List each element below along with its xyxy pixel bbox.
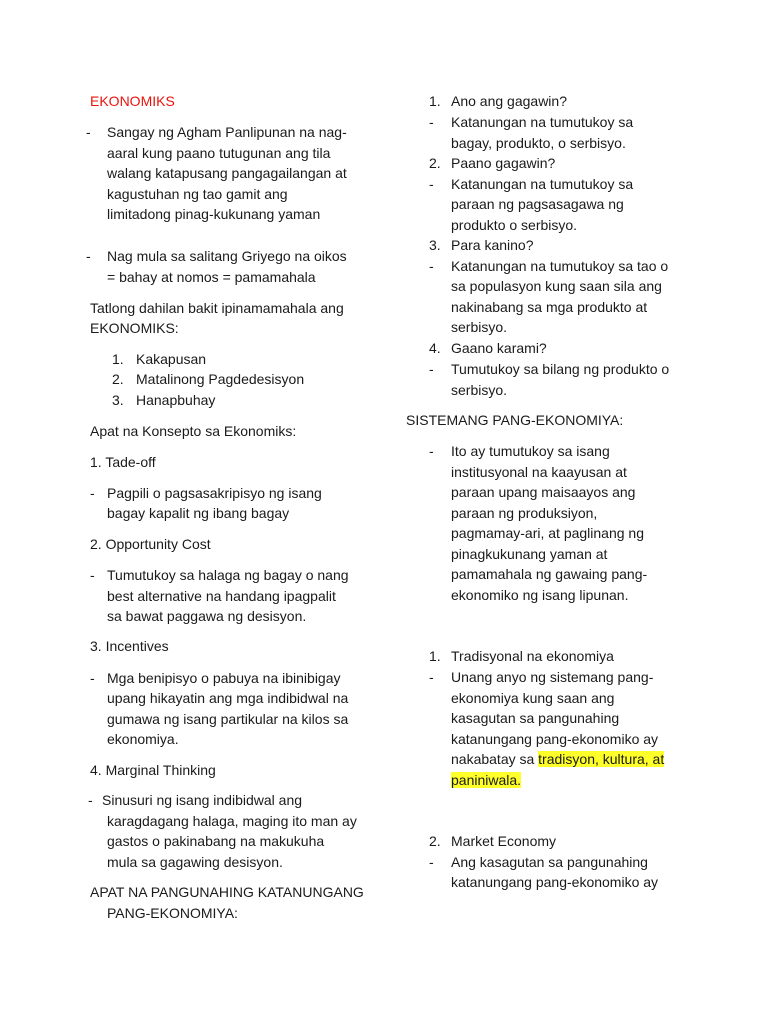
- system-desc: paraan upang maisaayos ang: [451, 484, 636, 500]
- system-desc: pagmamay-ari, at paglinang ng: [451, 525, 645, 541]
- concept-desc: Mga benipisyo o pabuya na ibinibigay: [107, 670, 341, 686]
- section-title-ekonomiks: EKONOMIKS: [90, 93, 175, 109]
- bullet-dash: -: [429, 361, 434, 377]
- list-number: 2.: [429, 155, 441, 171]
- concept-desc: best alternative na handang ipagpalit: [107, 588, 336, 604]
- system-desc: institusyonal na kaayusan at: [451, 464, 627, 480]
- definition-line: kagustuhan ng tao gamit ang: [107, 186, 288, 202]
- bullet-dash: -: [90, 670, 95, 686]
- concept-title: 3. Incentives: [90, 638, 169, 654]
- highlighted-text: paniniwala.: [451, 772, 522, 788]
- reasons-heading: EKONOMIKS:: [90, 320, 179, 336]
- bullet-dash: -: [429, 258, 434, 274]
- question-desc: serbisyo.: [451, 382, 508, 398]
- questions-heading: APAT NA PANGUNAHING KATANUNGANG: [90, 884, 364, 900]
- concepts-heading: Apat na Konsepto sa Ekonomiks:: [90, 423, 297, 439]
- economy-title: Tradisyonal na ekonomiya: [451, 648, 614, 664]
- concept-desc: Sinusuri ng isang indibidwal ang: [102, 792, 303, 808]
- concept-desc: Tumutukoy sa halaga ng bagay o nang: [107, 567, 349, 583]
- question-title: Paano gagawin?: [451, 155, 556, 171]
- origin-line: Nag mula sa salitang Griyego na oikos: [107, 248, 347, 264]
- bullet-dash: -: [88, 792, 93, 808]
- economy-desc-highlight-line: [451, 770, 521, 791]
- economy-title: Market Economy: [451, 833, 557, 849]
- concept-desc: gumawa ng isang partikular na kilos sa: [107, 711, 349, 727]
- bullet-dash: -: [429, 176, 434, 192]
- definition-line: aaral kung paano tutugunan ang tila: [107, 145, 331, 161]
- question-desc: bagay, produkto, o serbisyo.: [451, 135, 626, 151]
- list-number: 2.: [429, 833, 441, 849]
- question-desc: paraan ng pagsasagawa ng: [451, 196, 624, 212]
- concept-desc: sa bawat paggawa ng desisyon.: [107, 608, 307, 624]
- reasons-heading: Tatlong dahilan bakit ipinamamahala ang: [90, 300, 344, 316]
- concept-title: 4. Marginal Thinking: [90, 762, 216, 778]
- question-desc: serbisyo.: [451, 319, 508, 335]
- system-heading: SISTEMANG PANG-EKONOMIYA:: [406, 412, 624, 428]
- list-number: 1.: [429, 648, 441, 664]
- bullet-dash: -: [90, 567, 95, 583]
- list-number: 4.: [429, 340, 441, 356]
- economy-desc: katanungang pang-ekonomiko ay: [451, 874, 659, 890]
- question-title: Gaano karami?: [451, 340, 547, 356]
- bullet-dash: -: [90, 485, 95, 501]
- bullet-dash: -: [429, 443, 434, 459]
- concept-desc: karagdagang halaga, maging ito man ay: [107, 813, 357, 829]
- economy-desc: kasagutan sa pangunahing: [451, 710, 620, 726]
- list-number: 3.: [429, 237, 441, 253]
- questions-heading: PANG-EKONOMIYA:: [107, 905, 238, 921]
- system-desc: pinagkukunang yaman at: [451, 546, 608, 562]
- question-desc: Katanungan na tumutukoy sa tao o: [451, 258, 669, 274]
- economy-desc: Ang kasagutan sa pangunahing: [451, 854, 648, 870]
- economy-desc-highlight-line: [451, 749, 664, 770]
- question-desc: Tumutukoy sa bilang ng produkto o: [451, 361, 670, 377]
- list-number: 1.: [429, 93, 441, 109]
- origin-line: = bahay at nomos = pamamahala: [107, 269, 316, 285]
- list-number: 1.: [112, 351, 124, 367]
- question-desc: sa populasyon kung saan sila ang: [451, 278, 662, 294]
- question-desc: produkto o serbisyo.: [451, 217, 578, 233]
- system-desc: paraan ng produksiyon,: [451, 505, 598, 521]
- concept-desc: ekonomiya.: [107, 731, 179, 747]
- concept-title: 1. Tade-off: [90, 454, 156, 470]
- definition-line: Sangay ng Agham Panlipunan na nag-: [107, 124, 347, 140]
- reason-item: Kakapusan: [136, 351, 207, 367]
- economy-desc: Unang anyo ng sistemang pang-: [451, 669, 654, 685]
- bullet-dash: -: [429, 669, 434, 685]
- concept-desc: bagay kapalit ng ibang bagay: [107, 505, 290, 521]
- economy-desc: ekonomiya kung saan ang: [451, 690, 615, 706]
- system-desc: pamamahala ng gawaing pang-: [451, 566, 648, 582]
- concept-desc: gastos o pakinabang na makukuha: [107, 833, 325, 849]
- question-desc: Katanungan na tumutukoy sa: [451, 176, 634, 192]
- concept-desc: mula sa gagawing desisyon.: [107, 854, 283, 870]
- definition-line: limitadong pinag-kukunang yaman: [107, 206, 321, 222]
- question-title: Para kanino?: [451, 237, 534, 253]
- system-desc: Ito ay tumutukoy sa isang: [451, 443, 610, 459]
- list-number: 2.: [112, 371, 124, 387]
- bullet-dash: -: [429, 854, 434, 870]
- definition-line: walang katapusang pangagailangan at: [107, 165, 347, 181]
- list-number: 3.: [112, 392, 124, 408]
- reason-item: Hanapbuhay: [136, 392, 216, 408]
- highlighted-text: tradisyon, kultura, at: [538, 751, 665, 767]
- economy-desc-plain: nakabatay sa: [451, 751, 539, 767]
- bullet-dash: -: [86, 248, 91, 264]
- concept-title: 2. Opportunity Cost: [90, 536, 211, 552]
- bullet-dash: -: [429, 114, 434, 130]
- system-desc: ekonomiko ng isang lipunan.: [451, 587, 629, 603]
- question-desc: Katanungan na tumutukoy sa: [451, 114, 634, 130]
- reason-item: Matalinong Pagdedesisyon: [136, 371, 305, 387]
- bullet-dash: -: [86, 124, 91, 140]
- question-desc: nakinabang sa mga produkto at: [451, 299, 648, 315]
- economy-desc: katanungang pang-ekonomiko ay: [451, 731, 659, 747]
- concept-desc: upang hikayatin ang mga indibidwal na: [107, 690, 349, 706]
- question-title: Ano ang gagawin?: [451, 93, 567, 109]
- concept-desc: Pagpili o pagsasakripisyo ng isang: [107, 485, 322, 501]
